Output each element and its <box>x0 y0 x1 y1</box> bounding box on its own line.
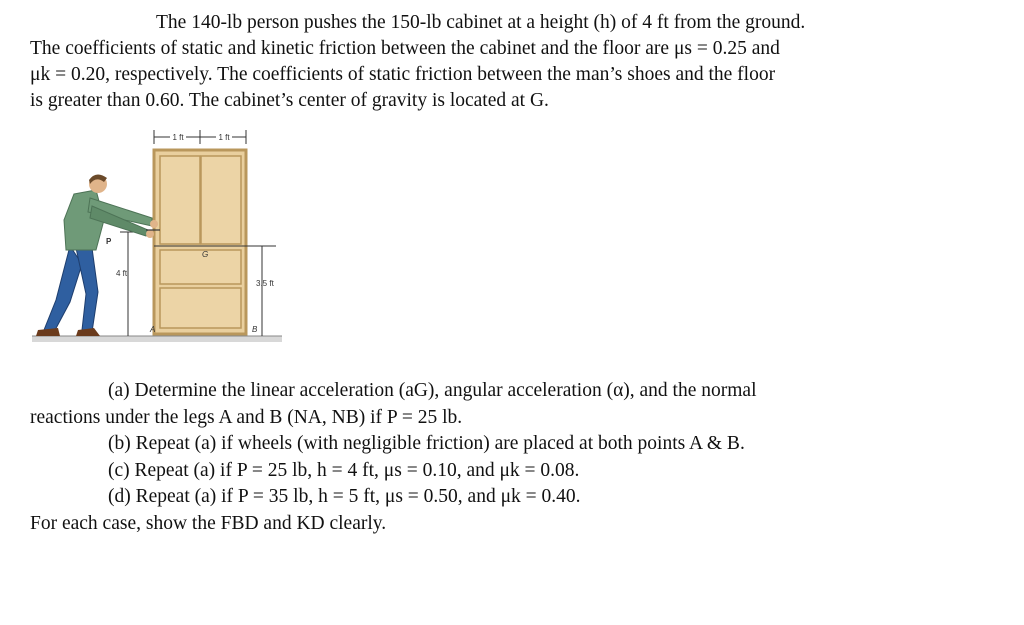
question-d: (d) Repeat (a) if P = 35 lb, h = 5 ft, μs = 0.50, and μk = 0.40. <box>108 486 581 508</box>
questions-block <box>30 378 930 538</box>
label-G: G <box>202 250 209 259</box>
dim-4ft-line <box>120 232 150 336</box>
question-c: (c) Repeat (a) if P = 25 lb, h = 4 ft, μs = 0.10, and μk = 0.08. <box>108 459 580 481</box>
intro-line-2: The coefficients of static and kinetic friction between the cabinet and the floor are μs = 0.25 and <box>30 38 780 59</box>
dim-4ft-label: 4 ft <box>116 269 128 278</box>
cabinet-diagram <box>30 124 290 350</box>
cabinet <box>154 150 246 334</box>
dim-35ft-line <box>246 246 276 336</box>
footer-instruction: For each case, show the FBD and KD clearly. <box>30 512 387 534</box>
person <box>36 174 158 336</box>
intro-line-4: is greater than 0.60. The cabinet’s center of gravity is located at G. <box>30 90 549 111</box>
question-b: (b) Repeat (a) if wheels (with negligible friction) are placed at both points A & B. <box>108 433 745 455</box>
question-a-line-1: (a) Determine the linear acceleration (aG), angular acceleration (α), and the normal <box>108 380 757 401</box>
cabinet-figure <box>30 124 290 350</box>
label-A: A <box>150 325 156 334</box>
top-dimension <box>154 130 246 144</box>
intro-line-3: μk = 0.20, respectively. The coefficients of static friction between the man’s shoes and the floor <box>30 64 776 85</box>
question-a-line-2: reactions under the legs A and B (NA, NB) if P = 25 lb. <box>30 406 463 428</box>
floor <box>32 336 282 342</box>
intro-line-1: The 140-lb person pushes the 150-lb cabinet at a height (h) of 4 ft from the ground. <box>156 12 806 33</box>
dim-top-left-label: 1 ft <box>172 133 184 142</box>
problem-statement <box>30 10 930 114</box>
dim-top-right-label: 1 ft <box>218 133 230 142</box>
dim-35ft-label: 3.5 ft <box>256 279 274 288</box>
label-B: B <box>252 325 258 334</box>
label-P: P <box>106 237 112 246</box>
